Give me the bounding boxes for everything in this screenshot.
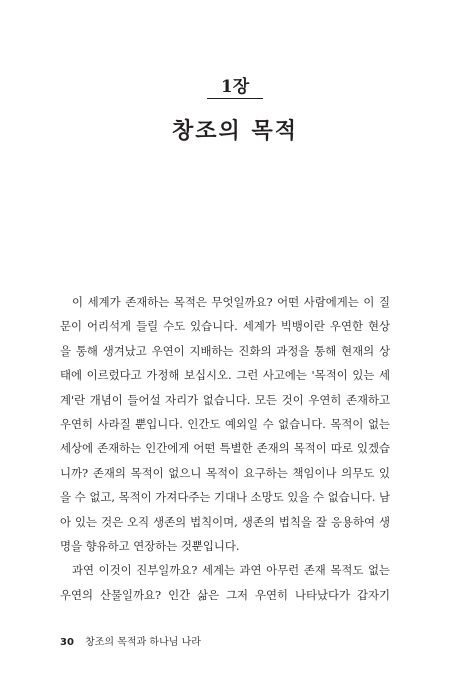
page-footer <box>60 633 201 648</box>
chapter-number: 1장 <box>220 77 250 97</box>
body-line: 과연 이것이 진부일까요? 세계는 과연 아무런 존재 목적도 없는 <box>72 563 390 578</box>
body-line: 니까? 존재의 목적이 없으니 목적이 요구하는 책임이나 의무도 있 <box>60 465 390 480</box>
body-line: 아 있는 것은 오직 생존의 법칙이며, 생존의 법칙을 잘 응용하여 생 <box>60 514 390 529</box>
chapter-rule <box>207 98 263 99</box>
body-line: 우연의 산물일까요? 인간 삶은 그저 우연히 나타났다가 갑자기 <box>60 587 390 602</box>
body-line: 계'란 개념이 들어설 자리가 없습니다. 모든 것이 우연히 존재하고 <box>60 392 390 407</box>
body-line: 명을 향유하고 연장하는 것뿐입니다. <box>60 538 240 553</box>
body-text <box>60 290 390 607</box>
body-line: 태에 이르렀다고 가정해 보십시오. 그런 사고에는 '목적이 있는 세 <box>60 368 390 383</box>
body-line: 문이 어리석게 들릴 수도 있습니다. 세계가 빅뱅이란 우연한 현상 <box>60 319 390 334</box>
body-line: 을 수 없고, 목적이 가져다주는 기대나 소망도 있을 수 없습니다. 남 <box>60 490 390 505</box>
page-number: 30 <box>60 637 74 648</box>
body-line: 을 통해 생겨났고 우연이 지배하는 진화의 과정을 통해 현재의 상 <box>60 343 390 358</box>
running-title: 창조의 목적과 하나님 나라 <box>85 637 201 648</box>
body-line: 세상에 존재하는 인간에게 어떤 특별한 존재의 목적이 따로 있겠습 <box>60 441 390 456</box>
chapter-title: 창조의 목적 <box>172 119 298 144</box>
body-line: 이 세계가 존재하는 목적은 무엇일까요? 어떤 사람에게는 이 질 <box>72 295 390 309</box>
body-line: 우연히 사라질 뿐입니다. 인간도 예외일 수 없습니다. 목적이 없는 <box>60 416 390 431</box>
